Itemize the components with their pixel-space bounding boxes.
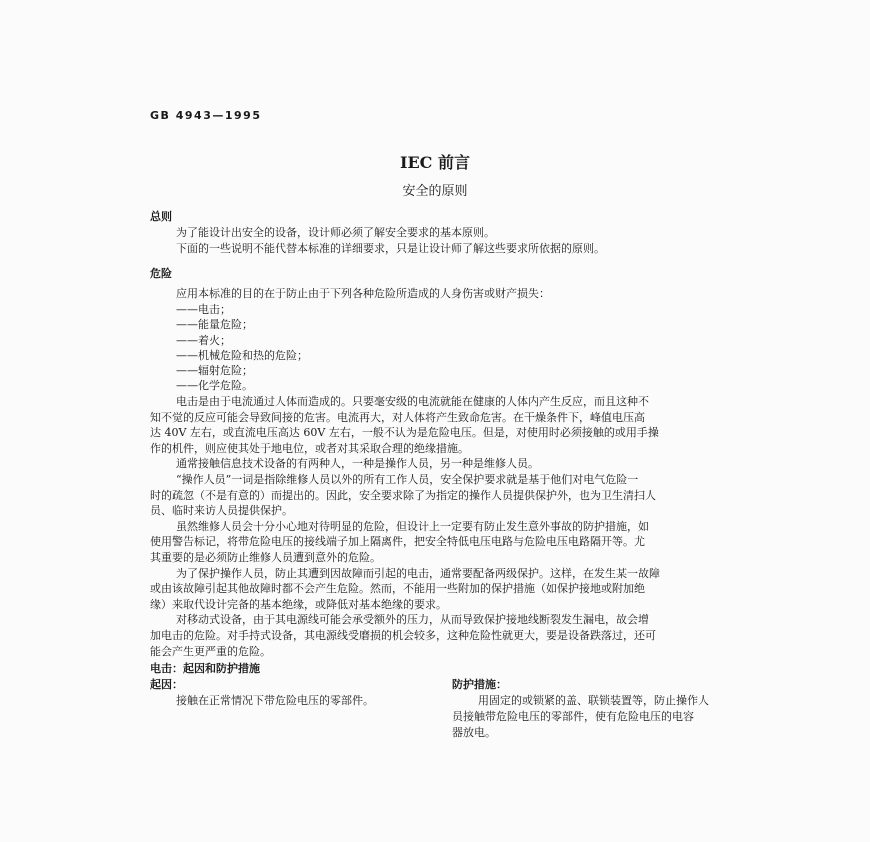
paragraph-line: 虽然维修人员会十分小心地对待明显的危险，但设计上一定要有防止发生意外事故的防护措施，如 bbox=[176, 520, 649, 533]
paragraph-line: 员、临时来访人员提供保护。 bbox=[150, 504, 293, 517]
protection-heading: 防护措施： bbox=[452, 678, 507, 691]
hazard-list-item: ——辐射危险； bbox=[176, 364, 253, 377]
paragraph-line: “操作人员”一词是指除维修人员以外的所有工作人员，安全保护要求就是基于他们对电气危险一 bbox=[176, 473, 639, 486]
paragraph-line: 达 40V 左右，或直流电压高达 60V 左右，一般不认为是危险电压。但是，对使用时必须接触的或用手操 bbox=[150, 426, 659, 439]
page-subtitle: 安全的原则 bbox=[402, 184, 468, 199]
paragraph-line: 知不觉的反应可能会导致间接的危害。电流再大，对人体将产生致命危害。在干燥条件下，峰值电压高 bbox=[150, 411, 645, 424]
general-line: 下面的一些说明不能代替本标准的详细要求，只是让设计师了解这些要求所依据的原则。 bbox=[176, 242, 605, 255]
protection-line: 用固定的或锁紧的盖、联锁装置等，防止操作人 bbox=[478, 694, 709, 707]
cause-text: 接触在正常情况下带危险电压的零部件。 bbox=[176, 694, 374, 707]
cause-heading: 起因： bbox=[150, 678, 183, 691]
paragraph-line: 为了保护操作人员，防止其遭到因故障而引起的电击，通常要配备两级保护。这样，在发生某一故障 bbox=[176, 567, 660, 580]
section-heading-hazards: 危险 bbox=[150, 267, 172, 280]
hazard-list-item: ——着火； bbox=[176, 334, 231, 347]
section-heading-electric-shock: 电击：起因和防护措施 bbox=[150, 662, 260, 675]
hazard-list-item: ——化学危险。 bbox=[176, 379, 253, 392]
protection-line: 员接触带危险电压的零部件，使有危险电压的电容 bbox=[452, 710, 694, 723]
paragraph-line: 对移动式设备，由于其电源线可能会承受额外的压力，从而导致保护接地线断裂发生漏电，故会增 bbox=[176, 613, 649, 626]
section-heading-general: 总则 bbox=[150, 210, 172, 223]
paragraph-line: 缘）来取代设计完备的基本绝缘，或降低对基本绝缘的要求。 bbox=[150, 598, 447, 611]
paragraph-line: 使用警告标记，将带危险电压的接线端子加上隔离件，把安全特低电压电路与危险电压电路隔开等。尤 bbox=[150, 535, 645, 548]
paragraph-line: 通常接触信息技术设备的有两种人，一种是操作人员，另一种是维修人员。 bbox=[176, 457, 539, 470]
paragraph-line: 时的疏忽（不是有意的）而提出的。因此，安全要求除了为指定的操作人员提供保护外，也为卫生清扫人 bbox=[150, 489, 656, 502]
standard-code: GB 4943—1995 bbox=[150, 109, 262, 122]
paragraph-line: 电击是由于电流通过人体而造成的。只要毫安级的电流就能在健康的人体内产生反应，而且这种不 bbox=[176, 395, 649, 408]
hazard-list-item: ——能量危险； bbox=[176, 318, 253, 331]
hazard-list-item: ——机械危险和热的危险； bbox=[176, 349, 308, 362]
paragraph-line: 作的机件，则应使其处于地电位，或者对其采取合理的绝缘措施。 bbox=[150, 442, 469, 455]
general-line: 为了能设计出安全的设备，设计师必须了解安全要求的基本原则。 bbox=[176, 226, 495, 239]
paragraph-line: 其重要的是必须防止维修人员遭到意外的危险。 bbox=[150, 551, 381, 564]
protection-line: 器放电。 bbox=[452, 726, 496, 739]
paragraph-line: 能会产生更严重的危险。 bbox=[150, 645, 271, 658]
hazard-list-item: ——电击； bbox=[176, 303, 231, 316]
page-title: IEC 前言 bbox=[400, 153, 470, 172]
paragraph-line: 加电击的危险。对手持式设备，其电源线受磨损的机会较多，这种危险性就更大，要是设备跌落过，还可 bbox=[150, 629, 656, 642]
paragraph-line: 或由该故障引起其他故障时都不会产生危险。然而，不能用一些附加的保护措施（如保护接地或附加绝 bbox=[150, 582, 645, 595]
hazards-intro: 应用本标准的目的在于防止由于下列各种危险所造成的人身伤害或财产损失： bbox=[176, 287, 550, 300]
